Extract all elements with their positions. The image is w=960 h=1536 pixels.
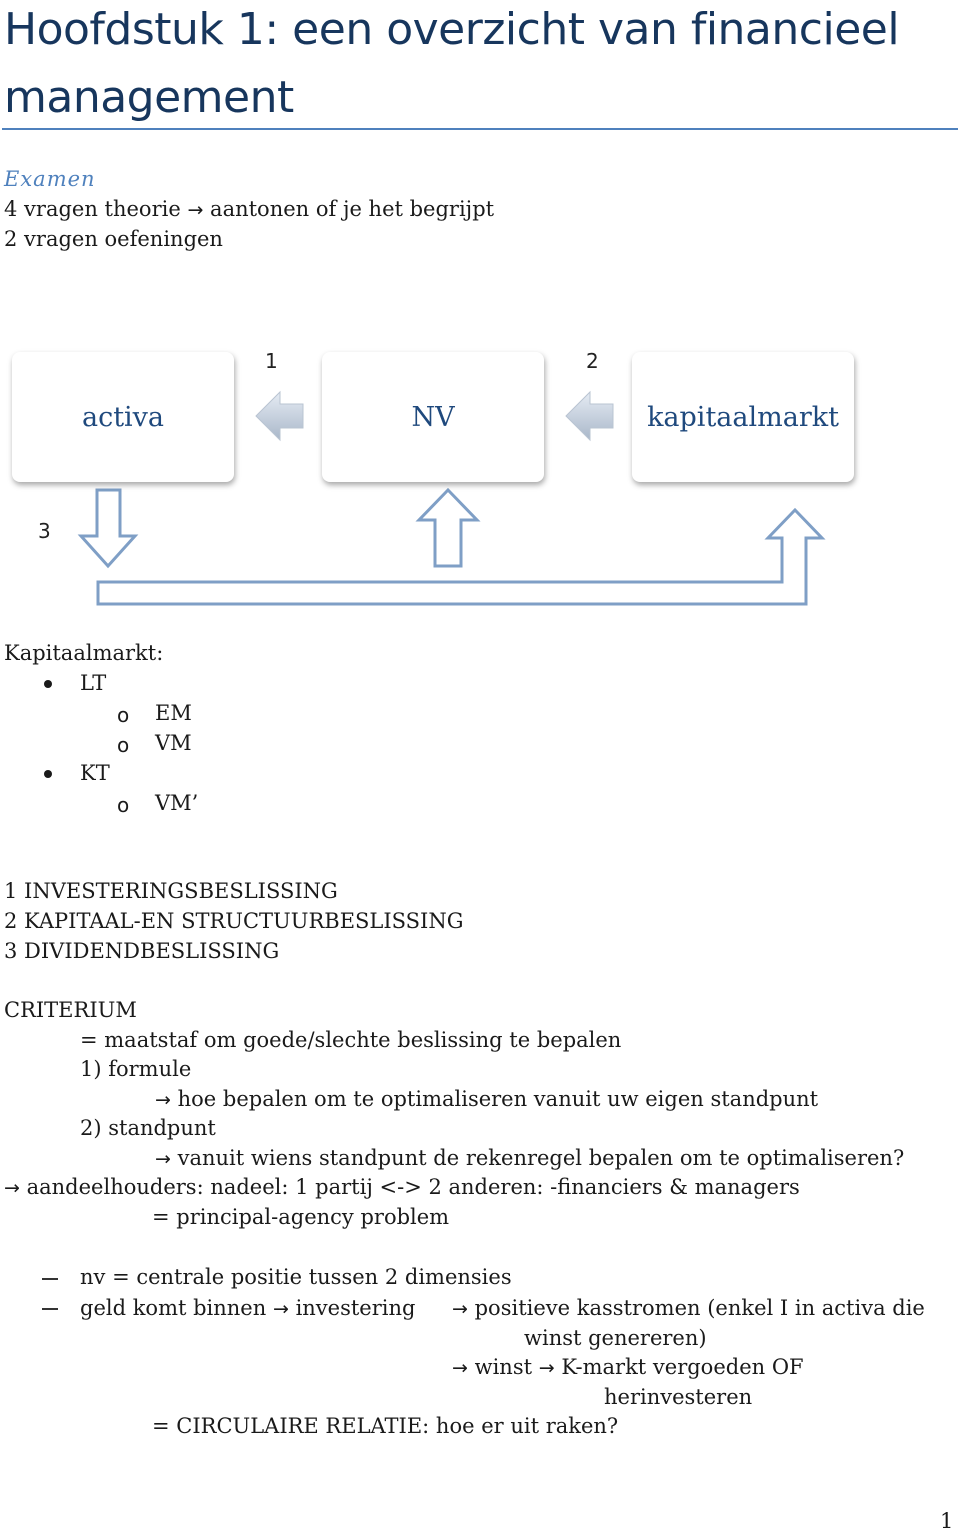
dash-bullet	[42, 1278, 58, 1280]
criterium-formule-detail: → hoe bepalen om te optimaliseren vanuit uw eigen standpunt	[155, 1087, 819, 1111]
aandeelhouders-line: → aandeelhouders: nadeel: 1 partij <-> 2 anderen: -financiers & managers	[4, 1175, 800, 1199]
list-item-kt: KT	[80, 761, 110, 785]
box-activa: activa	[12, 352, 234, 482]
principal-agency-line: = principal-agency problem	[152, 1205, 450, 1229]
bullet-icon	[44, 770, 52, 778]
box-nv: NV	[322, 352, 544, 482]
arrow-icon: →	[187, 199, 204, 221]
beslissing-1: 1 INVESTERINGSBESLISSING	[4, 879, 338, 903]
page-number: 1	[940, 1509, 954, 1533]
diagram-number-1: 1	[265, 349, 278, 373]
up-arrow-icon	[419, 490, 477, 566]
criterium-definition: = maatstaf om goede/slechte beslissing te bepalen	[80, 1028, 622, 1052]
list-item-lt: LT	[80, 671, 107, 695]
page-title: Hoofdstuk 1: een overzicht van financieel management	[4, 4, 900, 123]
arrow-icon: →	[452, 1298, 468, 1320]
arrow-icon: →	[272, 1298, 289, 1320]
list-item-nv: nv = centrale positie tussen 2 dimensies	[80, 1265, 512, 1289]
diagram-number-3: 3	[38, 519, 51, 543]
examen-heading: Examen	[4, 167, 96, 191]
bullet-icon	[44, 680, 52, 688]
left-arrow-icon	[566, 392, 613, 440]
diagram-number-2: 2	[586, 349, 599, 373]
dash-bullet	[42, 1308, 58, 1310]
diagram-arrows	[0, 0, 960, 620]
arrow-icon: →	[4, 1177, 20, 1199]
arrow-icon: →	[155, 1089, 171, 1111]
kasstromen-line: → positieve kasstromen (enkel I in activa die	[452, 1296, 925, 1320]
beslissing-3: 3 DIVIDENDBESLISSING	[4, 939, 280, 963]
examen-line-1: 4 vragen theorie → aantonen of je het begrijpt	[4, 197, 495, 221]
sub-bullet-icon: o	[117, 793, 130, 817]
criterium-standpunt: 2) standpunt	[80, 1116, 216, 1140]
criterium-heading: CRITERIUM	[4, 998, 137, 1022]
examen-line-2: 2 vragen oefeningen	[4, 227, 223, 251]
criterium-formule: 1) formule	[80, 1057, 192, 1081]
left-arrow-icon	[256, 392, 303, 440]
kapitaalmarkt-heading: Kapitaalmarkt:	[4, 641, 164, 665]
beslissing-2: 2 KAPITAAL-EN STRUCTUURBESLISSING	[4, 909, 464, 933]
list-subitem-vm: VM	[155, 731, 192, 755]
list-item-geld: geld komt binnen → investering	[80, 1296, 416, 1320]
circulaire-relatie: = CIRCULAIRE RELATIE: hoe er uit raken?	[152, 1414, 619, 1438]
list-subitem-em: EM	[155, 701, 192, 725]
sub-bullet-icon: o	[117, 733, 130, 757]
down-arrow-icon	[81, 490, 135, 566]
arrow-icon: →	[538, 1357, 555, 1379]
kasstromen-line-2: winst genereren)	[524, 1326, 707, 1350]
list-subitem-vm-prime: VM’	[155, 791, 199, 815]
sub-bullet-icon: o	[117, 703, 130, 727]
arrow-icon: →	[155, 1148, 171, 1170]
winst-line: → winst → K-markt vergoeden OF	[452, 1355, 804, 1379]
criterium-standpunt-detail: → vanuit wiens standpunt de rekenregel bepalen om te optimaliseren?	[155, 1146, 905, 1170]
arrow-icon: →	[452, 1357, 468, 1379]
box-kapitaalmarkt: kapitaalmarkt	[632, 352, 854, 482]
herinvesteren-line: herinvesteren	[604, 1385, 753, 1409]
